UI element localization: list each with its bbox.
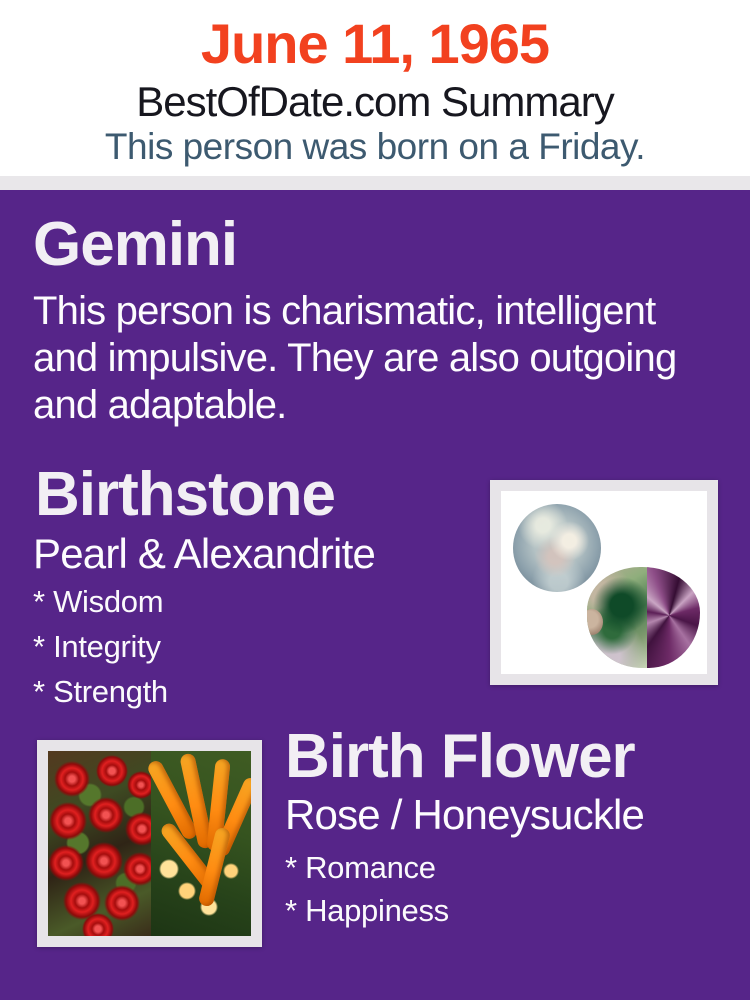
site-summary-subtitle: BestOfDate.com Summary — [136, 78, 614, 125]
birthstone-image-frame — [490, 480, 718, 685]
page-title: June 11, 1965 — [200, 12, 550, 75]
birth-flower-trait-list — [285, 848, 449, 934]
birthstone-trait: * Strength — [33, 674, 168, 709]
born-weekday-text: This person was born on a Friday. — [104, 126, 646, 167]
birth-flower-trait: * Happiness — [285, 893, 449, 928]
honeysuckle-graphic — [151, 751, 251, 936]
birth-flower-trait: * Romance — [285, 850, 436, 885]
summary-panel — [0, 190, 750, 1000]
alexandrite-faceted-half — [647, 567, 700, 668]
birthstone-trait-list — [33, 582, 168, 717]
birth-flower-image — [48, 751, 251, 936]
birthstone-trait: * Wisdom — [33, 584, 164, 619]
divider-strip — [0, 176, 750, 190]
zodiac-sign-heading: Gemini — [33, 210, 238, 279]
birth-flower-heading: Birth Flower — [285, 722, 635, 791]
roses-graphic — [48, 751, 151, 936]
page-header — [0, 0, 750, 176]
birthstone-heading: Birthstone — [35, 460, 335, 529]
birthstone-names: Pearl & Alexandrite — [33, 530, 376, 577]
birthstone-image — [501, 491, 707, 674]
alexandrite-graphic — [587, 567, 700, 668]
birth-flower-image-frame — [37, 740, 262, 947]
birth-flower-names: Rose / Honeysuckle — [285, 791, 645, 838]
birthstone-trait: * Integrity — [33, 629, 161, 664]
zodiac-description: This person is charismatic, intelligent and impulsive. They are also outgoing and adaptable. — [33, 289, 677, 427]
